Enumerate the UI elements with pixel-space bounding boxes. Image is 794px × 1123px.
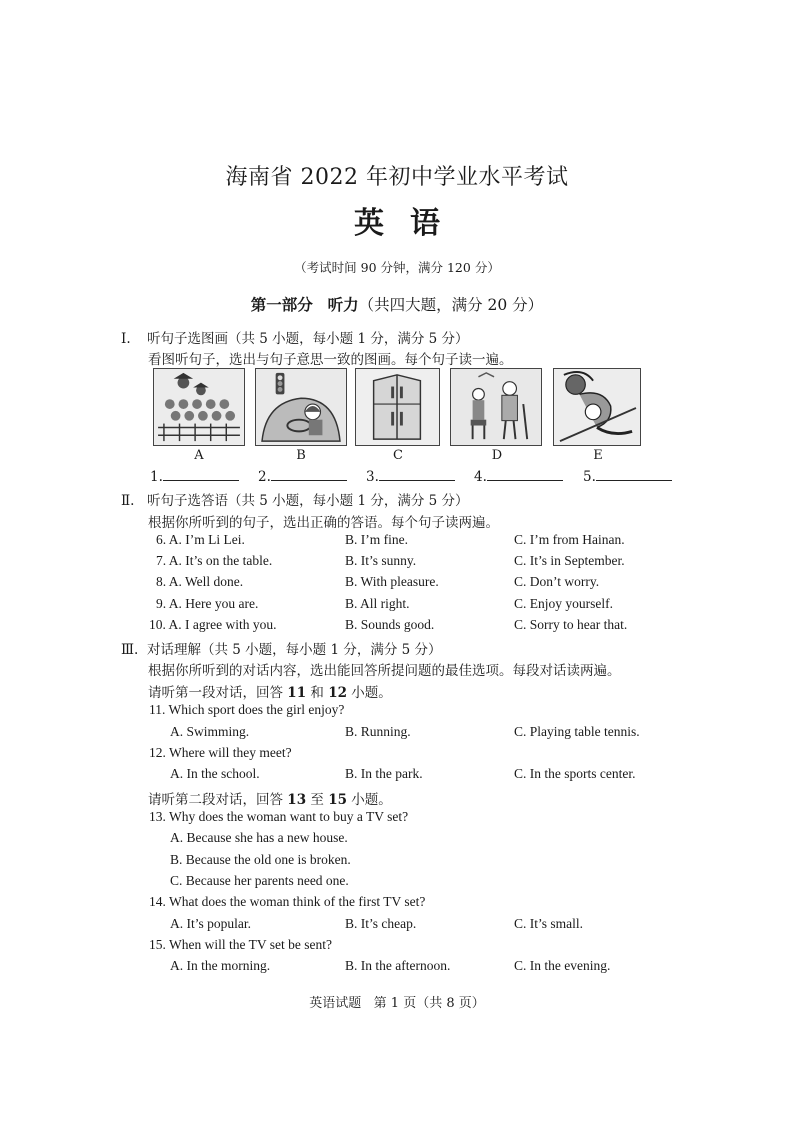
q10-option-c: C. Sorry to hear that. bbox=[514, 617, 628, 632]
picture-a bbox=[153, 368, 245, 446]
q9-option-b: B. All right. bbox=[345, 596, 410, 611]
q7-option-b: B. It’s sunny. bbox=[345, 553, 417, 568]
part1-note: （共四大题，满分 20 分） bbox=[358, 296, 544, 314]
page-footer bbox=[0, 992, 794, 1011]
dialog2-mid: 至 bbox=[306, 792, 329, 808]
dialog1-prefix: 请听第一段对话，回答 bbox=[148, 685, 288, 701]
picture-c bbox=[355, 368, 440, 446]
answer-blank-2[interactable] bbox=[258, 468, 347, 485]
picture-label-b: B bbox=[296, 448, 306, 463]
q13-option-b: B. Because the old one is broken. bbox=[170, 852, 351, 867]
q13-option-a: A. Because she has a new house. bbox=[170, 830, 348, 845]
picture-label-d: D bbox=[491, 448, 503, 463]
q10-option-a: 10. A. I agree with you. bbox=[149, 617, 277, 632]
q14-option-c: C. It’s small. bbox=[514, 916, 584, 931]
picture-label-e: E bbox=[593, 448, 603, 463]
blank-number: 4. bbox=[474, 469, 487, 485]
q15-option-c: C. In the evening. bbox=[514, 958, 611, 973]
q9-option-c: C. Enjoy yourself. bbox=[514, 596, 613, 611]
answer-blank-1[interactable] bbox=[150, 468, 239, 485]
monkey-king-icon bbox=[554, 369, 640, 445]
q15-option-b: B. In the afternoon. bbox=[345, 958, 451, 973]
section2-title: 听句子选答语 bbox=[147, 493, 228, 509]
q7-option-c: C. It’s in September. bbox=[514, 553, 625, 568]
q11-option-a: A. Swimming. bbox=[170, 724, 250, 739]
dialog1-instruction bbox=[148, 681, 392, 701]
q14-option-b: B. It’s cheap. bbox=[345, 916, 417, 931]
section2-heading bbox=[121, 489, 469, 509]
q11-option-c: C. Playing table tennis. bbox=[514, 724, 640, 739]
section3-note: （共 5 小题，每小题 1 分，满分 5 分） bbox=[201, 642, 442, 658]
q6-option-c: C. I’m from Hainan. bbox=[514, 532, 625, 547]
helping-old-man-icon bbox=[451, 369, 541, 445]
blank-number: 3. bbox=[366, 469, 379, 485]
section3-num: Ⅲ. bbox=[121, 642, 139, 658]
exam-time-note: （考试时间 90 分钟，满分 120 分） bbox=[294, 260, 500, 275]
q12-option-c: C. In the sports center. bbox=[514, 766, 636, 781]
q12-option-a: A. In the school. bbox=[170, 766, 260, 781]
farm-people-icon bbox=[154, 369, 244, 445]
blank-number: 2. bbox=[258, 469, 271, 485]
q14-option-a: A. It’s popular. bbox=[170, 916, 251, 931]
section2-instruction: 根据你所听到的句子，选出正确的答语。每个句子读两遍。 bbox=[148, 515, 499, 531]
section1-note: （共 5 小题，每小题 1 分，满分 5 分） bbox=[228, 331, 469, 347]
q8-option-b: B. With pleasure. bbox=[345, 574, 439, 589]
subject-title: 英语 bbox=[354, 206, 466, 241]
picture-label-a: A bbox=[194, 448, 204, 463]
q11-question: 11. Which sport does the girl enjoy? bbox=[149, 702, 345, 717]
dialog2-n2: 15 bbox=[328, 792, 347, 808]
section1-heading bbox=[121, 327, 469, 347]
section3-instruction: 根据你所听到的对话内容，选出能回答所提问题的最佳选项。每段对话读两遍。 bbox=[148, 663, 621, 679]
dialog1-n1: 11 bbox=[287, 685, 307, 701]
exam-title: 海南省 2022 年初中学业水平考试 bbox=[225, 165, 569, 190]
q8-option-a: 8. A. Well done. bbox=[156, 574, 244, 589]
blank-number: 5. bbox=[583, 469, 596, 485]
dialog1-suffix: 小题。 bbox=[346, 685, 392, 701]
q12-question: 12. Where will they meet? bbox=[149, 745, 292, 760]
picture-label-c: C bbox=[393, 448, 403, 463]
answer-blank-3[interactable] bbox=[366, 468, 455, 485]
q13-option-c: C. Because her parents need one. bbox=[170, 873, 349, 888]
answer-blank-5[interactable] bbox=[583, 468, 672, 485]
picture-b bbox=[255, 368, 347, 446]
section1-instruction: 看图听句子，选出与句子意思一致的图画。每个句子读一遍。 bbox=[148, 352, 513, 368]
q6-option-b: B. I’m fine. bbox=[345, 532, 408, 547]
footer-subject: 英语试题 bbox=[309, 996, 362, 1011]
picture-e bbox=[553, 368, 641, 446]
section3-heading bbox=[121, 638, 442, 658]
dialog1-n2: 12 bbox=[328, 685, 347, 701]
q15-question: 15. When will the TV set be sent? bbox=[149, 937, 332, 952]
answer-blank-4[interactable] bbox=[474, 468, 563, 485]
q12-option-b: B. In the park. bbox=[345, 766, 423, 781]
section2-num: Ⅱ. bbox=[121, 493, 135, 509]
part1-name: 听力 bbox=[327, 295, 359, 314]
q13-question: 13. Why does the woman want to buy a TV set? bbox=[149, 809, 409, 824]
section2-note: （共 5 小题，每小题 1 分，满分 5 分） bbox=[228, 493, 469, 509]
dialog1-mid: 和 bbox=[306, 685, 329, 701]
dialog2-instruction bbox=[148, 788, 392, 808]
q14-question: 14. What does the woman think of the first TV set? bbox=[149, 894, 426, 909]
section1-num: Ⅰ. bbox=[121, 331, 131, 347]
fridge-icon bbox=[356, 369, 439, 445]
boy-driving-icon bbox=[256, 369, 346, 445]
picture-d bbox=[450, 368, 542, 446]
blank-number: 1. bbox=[150, 469, 163, 485]
q9-option-a: 9. A. Here you are. bbox=[156, 596, 259, 611]
q7-option-a: 7. A. It’s on the table. bbox=[156, 553, 273, 568]
section1-title: 听句子选图画 bbox=[147, 331, 228, 347]
q15-option-a: A. In the morning. bbox=[170, 958, 271, 973]
section3-title: 对话理解 bbox=[147, 642, 201, 658]
q8-option-c: C. Don’t worry. bbox=[514, 574, 600, 589]
part1-label: 第一部分 bbox=[250, 295, 313, 314]
q11-option-b: B. Running. bbox=[345, 724, 411, 739]
q6-option-a: 6. A. I’m Li Lei. bbox=[156, 532, 245, 547]
dialog2-n1: 13 bbox=[287, 792, 307, 808]
part1-heading bbox=[0, 293, 794, 315]
footer-page: 第 1 页（共 8 页） bbox=[373, 996, 485, 1011]
dialog2-prefix: 请听第二段对话，回答 bbox=[148, 792, 288, 808]
q10-option-b: B. Sounds good. bbox=[345, 617, 435, 632]
dialog2-suffix: 小题。 bbox=[346, 792, 392, 808]
